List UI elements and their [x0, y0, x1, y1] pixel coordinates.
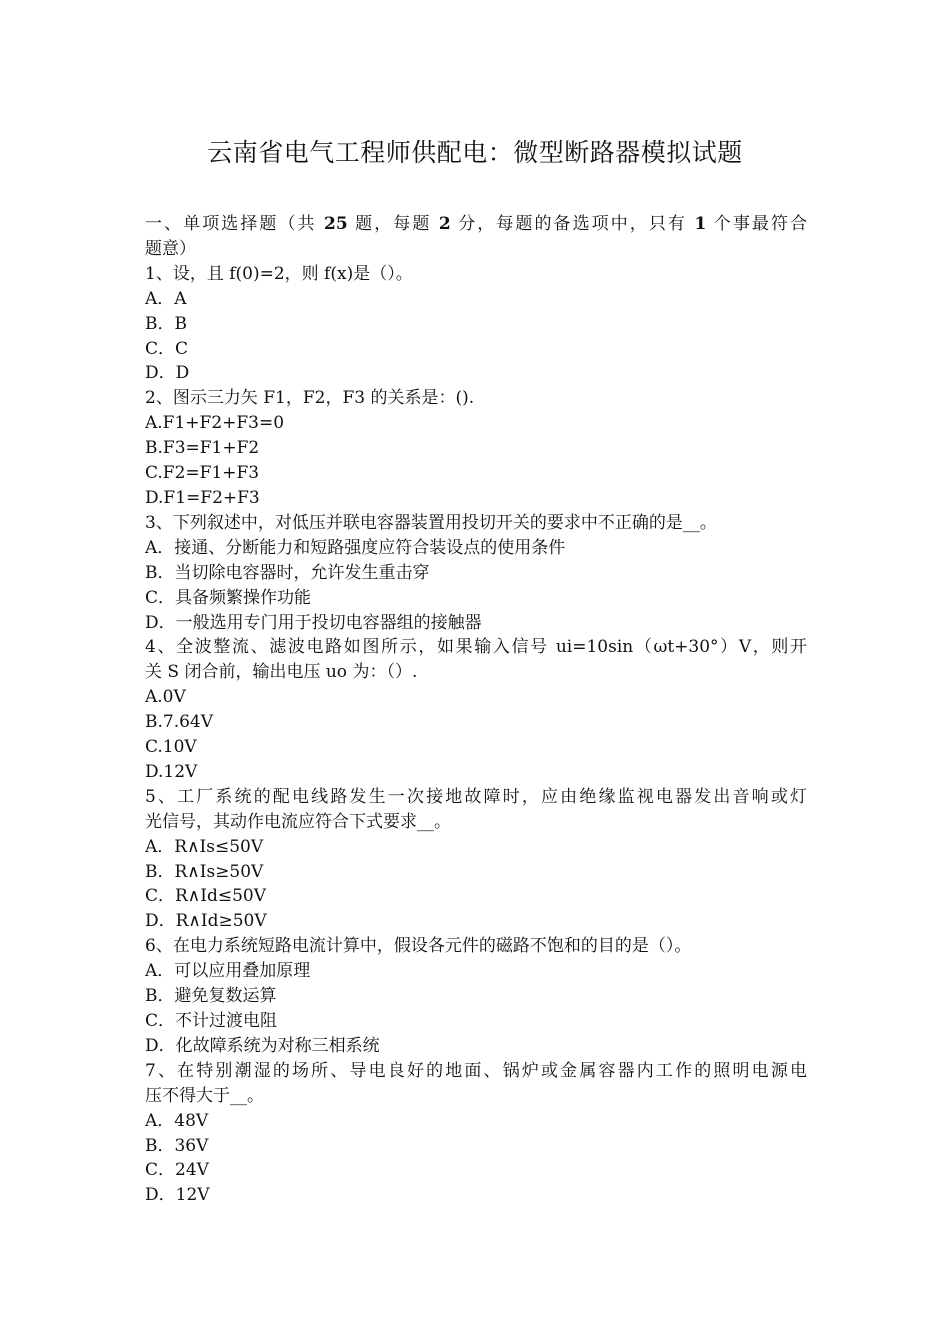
answer-option: D.12V [145, 761, 198, 782]
question-count: 25 [324, 214, 348, 234]
answer-option: C．24V [145, 1160, 209, 1181]
answer-option: D.F1=F2+F3 [145, 487, 260, 508]
answer-option: A．接通、分断能力和短路强度应符合装设点的使用条件 [145, 537, 566, 558]
answer-count: 1 [694, 214, 707, 234]
answer-option: D．一般选用专门用于投切电容器组的接触器 [145, 612, 482, 633]
answer-option: B.F3=F1+F2 [145, 438, 260, 459]
answer-option: C．不计过渡电阻 [145, 1011, 278, 1031]
question-stem: 6、在电力系统短路电流计算中，假设各元件的磁路不饱和的目的是（）。 [145, 936, 692, 957]
section-heading-text: 分，每题的备选项中，只有 [450, 214, 695, 234]
section-heading-text: 一、单项选择题（共 [145, 214, 325, 234]
answer-option: A．可以应用叠加原理 [145, 961, 311, 982]
question-list [145, 262, 807, 1208]
section-heading-continued: 题意） [145, 238, 196, 259]
question-3 [145, 511, 807, 636]
question-stem: 压不得大于__。 [145, 1085, 264, 1106]
points-per-question: 2 [438, 214, 451, 234]
answer-option: C．C [145, 338, 189, 359]
section-heading-text: 个事最符合 [706, 214, 807, 234]
answer-option: C．具备频繁操作功能 [145, 587, 312, 608]
question-5 [145, 785, 807, 934]
answer-option: B．R∧Is≥50V [145, 861, 264, 882]
question-stem: 3、下列叙述中，对低压并联电容器装置用投切开关的要求中不正确的是__。 [145, 512, 717, 533]
question-stem: 光信号，其动作电流应符合下式要求__。 [145, 811, 451, 832]
answer-option: D．化故障系统为对称三相系统 [145, 1035, 380, 1056]
question-1 [145, 262, 807, 387]
question-stem: 4、全波整流、滤波电路如图所示，如果输入信号 ui=10sin（ωt+30°）V，则开 [145, 637, 807, 658]
question-stem: 7、在特别潮湿的场所、导电良好的地面、锅炉或金属容器内工作的照明电源电 [145, 1060, 807, 1081]
answer-option: A.F1+F2+F3=0 [145, 413, 285, 434]
answer-option: D．12V [145, 1185, 210, 1206]
document-body [145, 212, 807, 1208]
question-4 [145, 635, 807, 784]
answer-option: A．48V [145, 1110, 209, 1131]
answer-option: D．R∧Id≥50V [145, 911, 267, 932]
answer-option: B．避免复数运算 [145, 986, 277, 1007]
section-heading-text: 题，每题 [347, 214, 439, 234]
question-stem: 5、工厂系统的配电线路发生一次接地故障时，应由绝缘监视电器发出音响或灯 [145, 786, 807, 807]
answer-option: B.7.64V [145, 712, 214, 733]
answer-option: B．B [145, 313, 187, 334]
answer-option: B．当切除电容器时，允许发生重击穿 [145, 562, 430, 583]
question-stem: 1、设，且 f(0)=2，则 f(x)是（）。 [145, 263, 413, 284]
question-2 [145, 386, 807, 511]
answer-option: C.10V [145, 737, 197, 758]
page-title: 云南省电气工程师供配电：微型断路器模拟试题 [207, 138, 743, 167]
answer-option: A．R∧Is≤50V [145, 836, 264, 857]
answer-option: C.F2=F1+F3 [145, 463, 260, 484]
question-7 [145, 1059, 807, 1208]
answer-option: A．A [145, 288, 187, 309]
answer-option: A.0V [145, 687, 186, 708]
section-heading [145, 212, 807, 237]
answer-option: D．D [145, 363, 190, 384]
answer-option: C．R∧Id≤50V [145, 886, 267, 907]
question-6 [145, 934, 807, 1059]
answer-option: B．36V [145, 1135, 209, 1156]
question-stem: 2、图示三力矢 F1，F2，F3 的关系是：(). [145, 388, 475, 409]
question-stem: 关 S 闭合前，输出电压 uo 为：（）. [145, 662, 418, 683]
